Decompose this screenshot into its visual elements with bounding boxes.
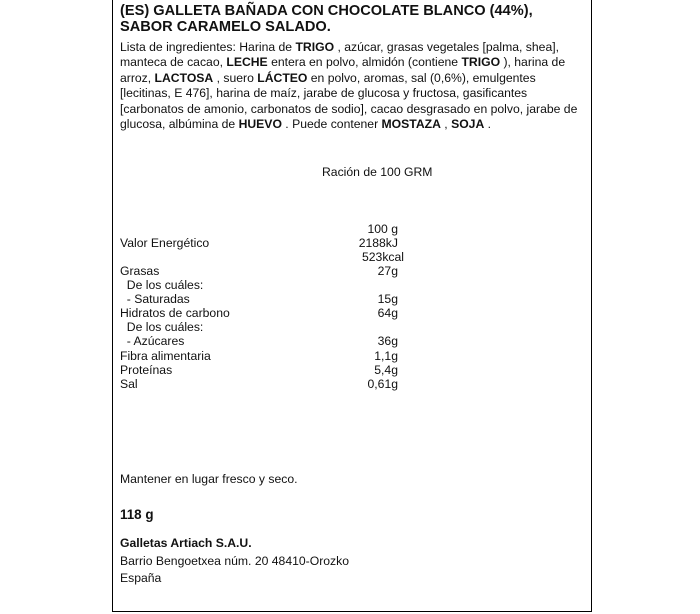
- ingredient-text: ), harina de arroz,: [120, 55, 566, 85]
- nutrient-value: 2188kJ: [358, 236, 398, 250]
- ingredients-list: [120, 40, 586, 132]
- nutrient-label: Fibra alimentaria: [120, 349, 211, 363]
- product-title: [120, 3, 590, 35]
- title-line-2: SABOR CARAMELO SALADO.: [120, 19, 331, 35]
- ingredient-text: .: [484, 117, 492, 132]
- allergen-text: LECHE: [226, 55, 268, 70]
- ingredient-text: ,: [440, 117, 452, 132]
- nutrient-label: Valor Energético: [120, 236, 210, 250]
- address-line-1: Barrio Bengoetxea núm. 20 48410-Orozko: [120, 554, 349, 568]
- nutrition-row: [120, 377, 420, 391]
- nutrient-value: 64g: [377, 306, 398, 320]
- nutrient-value: 100 g: [367, 222, 398, 236]
- nutrient-value: 15g: [377, 292, 398, 306]
- nutrition-row: [120, 236, 420, 250]
- nutrition-row: [120, 292, 420, 306]
- nutrient-label: De los cuáles:: [120, 320, 204, 334]
- net-weight: 118 g: [120, 507, 154, 522]
- nutrition-row: [120, 363, 420, 377]
- nutrient-value: 5,4g: [374, 363, 398, 377]
- nutrient-label: Grasas: [120, 264, 160, 278]
- ingredient-text: Lista de ingredientes: Harina de: [120, 40, 296, 54]
- nutrition-row: [120, 306, 420, 320]
- nutrition-row: [120, 334, 420, 348]
- allergen-text: TRIGO: [295, 40, 335, 54]
- storage-instructions: Mantener en lugar fresco y seco.: [120, 472, 298, 486]
- nutrition-row: [120, 320, 420, 334]
- allergen-text: MOSTAZA: [381, 117, 441, 132]
- nutrient-value: 27g: [377, 264, 398, 278]
- nutrient-label: - Saturadas: [120, 292, 190, 306]
- nutrient-value: 36g: [377, 334, 398, 348]
- nutrition-row: [120, 264, 420, 278]
- nutrition-row: [120, 278, 420, 292]
- nutrient-value: 523kcal: [361, 250, 404, 264]
- title-line-1: (ES) GALLETA BAÑADA CON CHOCOLATE BLANCO (44%),: [120, 3, 533, 19]
- nutrition-row: [120, 250, 420, 264]
- ingredient-text: en polvo, aromas, sal (0,6%), emulgentes [lecitinas, E 476], harina de maíz, jarabe de glucosa y fructosa, gasificantes [carbonatos de amonio, carbonatos de sodio], cacao desgrasado en polvo, jarabe de glucosa, albúmina de: [120, 70, 578, 132]
- nutrition-row: [120, 349, 420, 363]
- allergen-text: LACTOSA: [154, 70, 214, 85]
- allergen-text: SOJA: [451, 117, 485, 132]
- nutrient-value: 1,1g: [374, 349, 398, 363]
- allergen-text: TRIGO: [461, 55, 501, 70]
- nutrient-label: Sal: [120, 377, 138, 391]
- address-line-2: España: [120, 571, 162, 585]
- nutrient-label: - Azúcares: [120, 334, 185, 348]
- ingredient-text: , azúcar, grasas vegetales [palma, shea], manteca de cacao,: [120, 40, 559, 70]
- nutrient-label: Hidratos de carbono: [120, 306, 230, 320]
- allergen-text: HUEVO: [238, 117, 282, 132]
- nutrient-label: Proteínas: [120, 363, 173, 377]
- allergen-text: LÁCTEO: [257, 70, 308, 85]
- nutrient-value: 0,61g: [367, 377, 398, 391]
- nutrition-row: [120, 222, 420, 236]
- ingredient-text: entera en polvo, almidón (contiene: [267, 55, 462, 70]
- serving-size: Ración de 100 GRM: [322, 165, 433, 179]
- nutrient-label: De los cuáles:: [120, 278, 204, 292]
- ingredient-text: . Puede contener: [281, 117, 382, 132]
- product-label: [112, 0, 592, 612]
- company-name: Galletas Artiach S.A.U.: [120, 536, 252, 550]
- ingredient-text: , suero: [213, 70, 258, 85]
